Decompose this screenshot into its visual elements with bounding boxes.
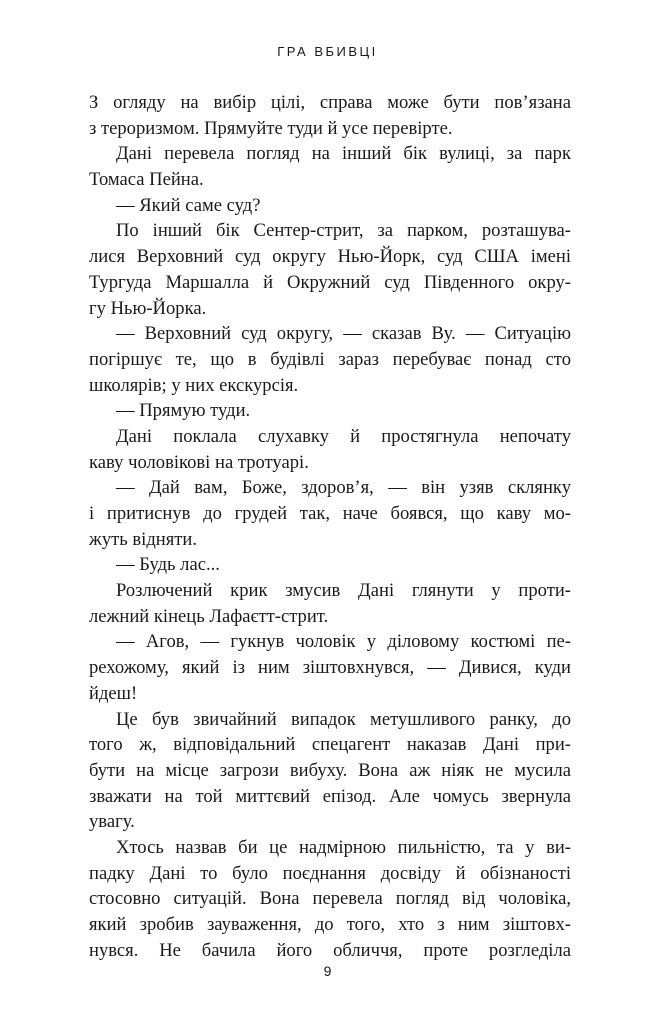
text-line: лися Верховний суд округу Нью-Йорк, суд США імені xyxy=(89,246,571,268)
text-line: каву чоловікові на тротуарі. xyxy=(89,451,309,473)
text-line: Тургуда Маршалла й Окружний суд Південного окру- xyxy=(89,271,571,293)
text-line: який зробив зауваження, до того, хто з ним зіштовх- xyxy=(89,914,571,935)
text-line: того ж, відповідальний спецагент наказав Дані при- xyxy=(89,734,571,756)
text-line: Хтось назвав би це надмірною пильністю, та у ви- xyxy=(116,836,571,858)
text-line: Розлючений крик змусив Дані глянути у проти- xyxy=(116,580,571,602)
text-line: — Який саме суд? xyxy=(116,194,261,216)
page-number: 9 xyxy=(323,963,332,979)
text-line: бути на місце загрози вибуху. Вона аж ніяк не мусила xyxy=(89,759,571,781)
text-line: школярів; у них екскурсія. xyxy=(89,374,299,396)
text-line: — Дай вам, Боже, здоров’я, — він узяв склянку xyxy=(116,477,571,499)
text-line: Це був звичайний випадок метушливого ранку, до xyxy=(116,708,571,730)
text-line: — Будь лас... xyxy=(116,554,220,576)
text-line: рехожому, який із ним зіштовхнувся, — Дивися, куди xyxy=(89,657,571,679)
text-line: Дані поклала слухавку й простягнула непочату xyxy=(116,425,571,447)
text-line: з тероризмом. Прямуйте туди й усе перевірте. xyxy=(89,117,453,139)
text-line: гу Нью-Йорка. xyxy=(89,297,207,319)
text-line: йдеш! xyxy=(89,682,138,704)
text-line: По інший бік Сентер-стрит, за парком, розташува- xyxy=(116,220,571,242)
text-line: жуть відняти. xyxy=(89,528,198,550)
text-line: З огляду на вибір цілі, справа може бути пов’язана xyxy=(89,92,571,113)
text-line: лежний кінець Лафаєтт-стрит. xyxy=(89,605,329,627)
text-line: — Агов, — гукнув чоловік у діловому костюмі пе- xyxy=(116,631,571,653)
body-text xyxy=(89,90,571,963)
text-line: і притиснув до грудей так, наче боявся, що каву мо- xyxy=(89,503,571,524)
text-line: Томаса Пейна. xyxy=(89,169,204,191)
text-line: погіршує те, що в будівлі зараз перебуває понад сто xyxy=(89,348,571,370)
text-line: падку Дані то було поєднання досвіду й обізнаності xyxy=(89,862,571,884)
text-line: стосовно ситуацій. Вона перевела погляд від чоловіка, xyxy=(89,888,571,910)
text-line: — Верховний суд округу, — сказав Ву. — Ситуацію xyxy=(116,323,571,345)
text-line: увагу. xyxy=(89,811,135,833)
running-head: ГРА ВБИВЦІ xyxy=(277,44,378,59)
text-line: — Прямую туди. xyxy=(116,400,251,422)
text-line: Дані перевела погляд на інший бік вулиці, за парк xyxy=(116,143,571,165)
text-line: зважати на той миттєвий епізод. Але чомусь звернула xyxy=(89,785,571,807)
text-line: нувся. Не бачила його обличчя, проте розгледіла xyxy=(89,939,571,961)
